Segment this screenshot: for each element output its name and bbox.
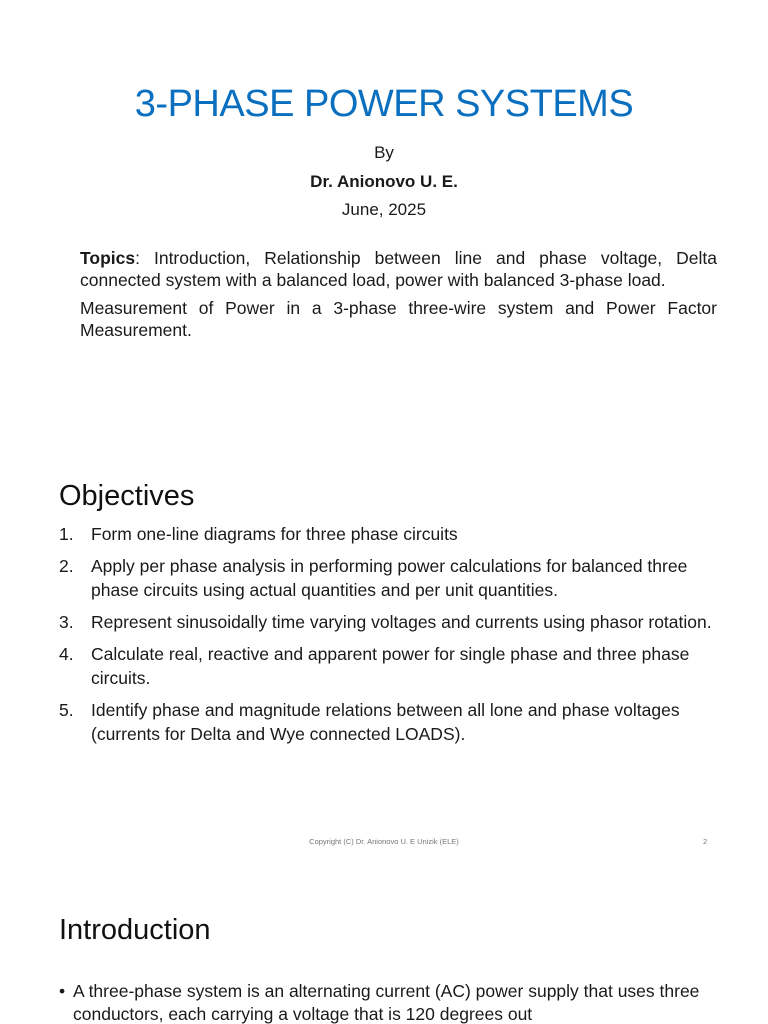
title-slide [0,0,768,430]
objective-text: Identify phase and magnitude relations between all lone and phase voltages (currents for Delta and Wye connected LOADS). [91,700,680,744]
introduction-list [59,980,719,1024]
objectives-list [59,522,719,754]
objective-text: Form one-line diagrams for three phase circuits [91,524,458,544]
topics-paragraph [80,247,717,291]
objective-item [59,554,719,602]
bullet-icon: • [59,981,66,1001]
slide-title: 3-PHASE POWER SYSTEMS [134,83,634,125]
objective-text: Represent sinusoidally time varying voltages and currents using phasor rotation. [91,612,712,632]
author-name: Dr. Anionovo U. E. [310,172,458,191]
introduction-slide [0,862,768,1024]
topics-block [80,247,717,347]
bullet-text: A three-phase system is an alternating current (AC) power supply that uses three conductors, each carrying a voltage that is 120 degrees out [73,981,700,1024]
objective-number: 2. [59,556,74,576]
objective-number: 5. [59,700,74,720]
objective-item [59,642,719,690]
objectives-slide [0,430,768,862]
objective-number: 4. [59,644,74,664]
page-number: 2 [703,837,708,846]
objective-number: 3. [59,612,74,632]
by-label: By [374,143,394,162]
objective-text: Apply per phase analysis in performing power calculations for balanced three phase circuits using actual quantities and per unit quantities. [91,556,688,600]
objective-item [59,610,719,634]
topics-label: Topics [80,248,136,268]
topics-text: : Introduction, Relationship between line and phase voltage, Delta connected system with a balanced load, power with balanced 3-phase load. [80,248,717,290]
topics-paragraph-2: Measurement of Power in a 3-phase three-wire system and Power Factor Measurement. [80,298,717,340]
introduction-bullet-item [59,980,719,1024]
presentation-date: June, 2025 [341,200,427,219]
objective-text: Calculate real, reactive and apparent power for single phase and three phase circuits. [91,644,690,688]
objectives-heading: Objectives [59,480,195,512]
objective-number: 1. [59,524,74,544]
introduction-heading: Introduction [59,914,211,946]
copyright-footer: Copyright (C) Dr. Anionovo U. E Unizik (ELE) [309,837,459,846]
objective-item [59,698,719,746]
objective-item [59,522,719,546]
